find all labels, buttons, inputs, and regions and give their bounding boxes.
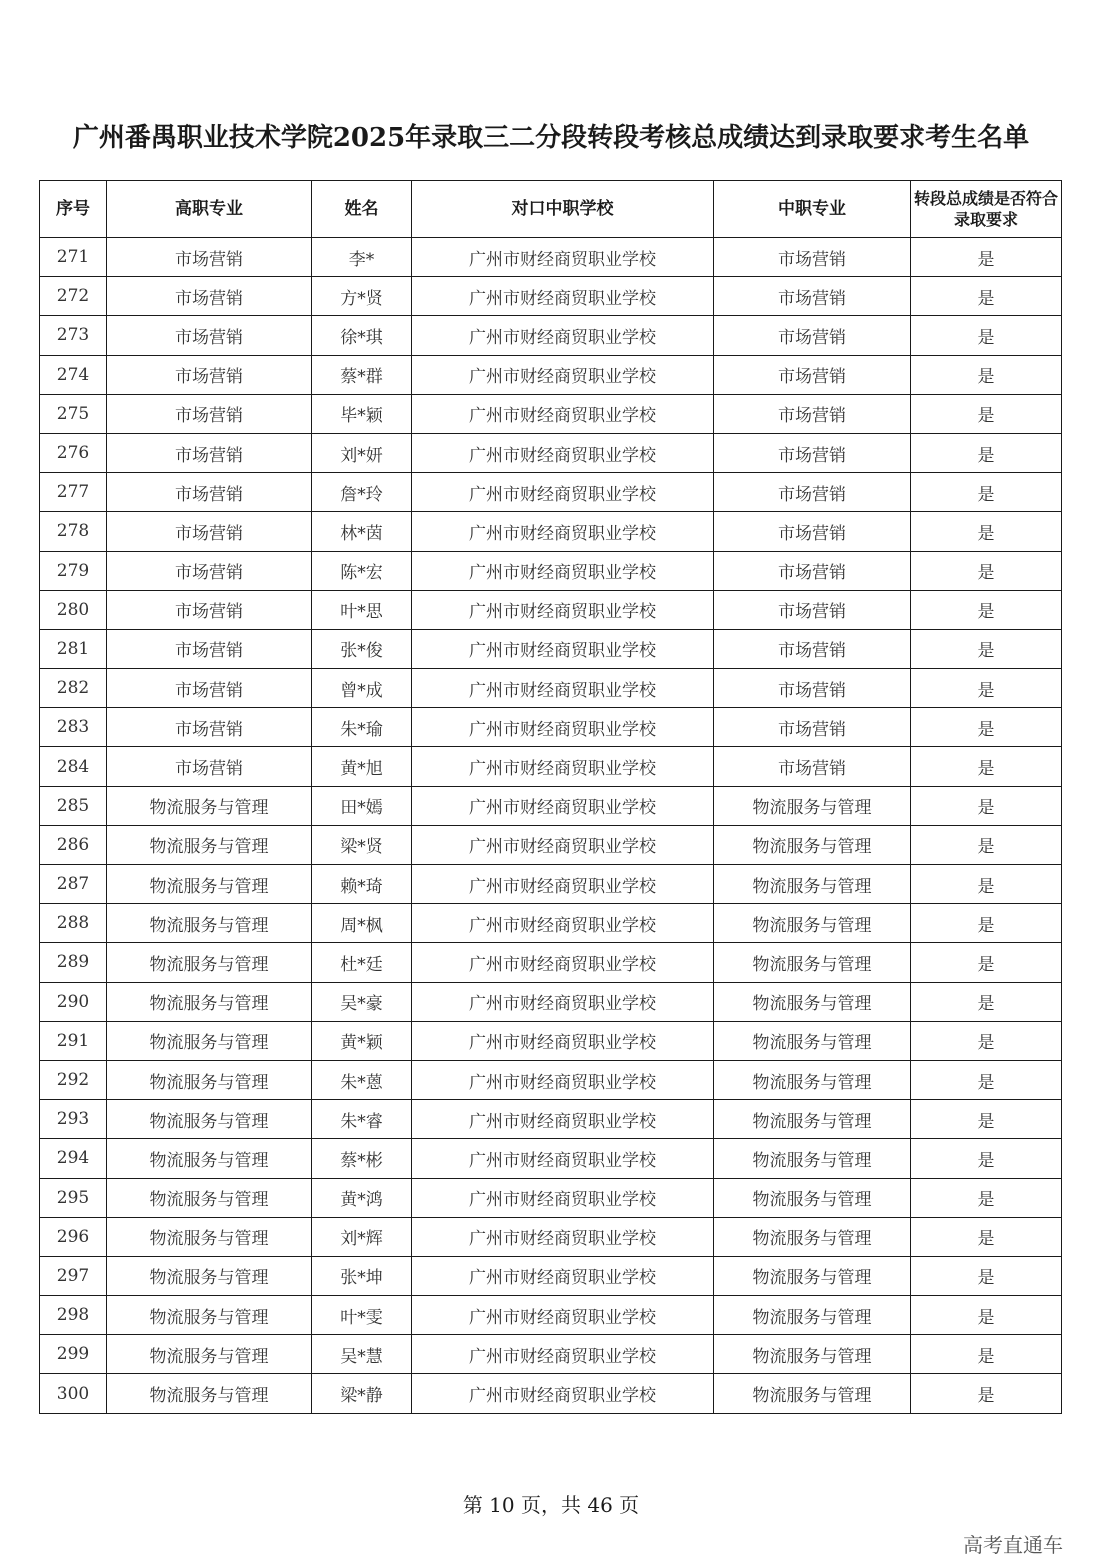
cell-serial-number: 272 [40,277,107,316]
table-row [40,277,1062,316]
cell-college-major: 市场营销 [107,433,312,472]
cell-meets-requirement: 是 [911,1100,1062,1139]
cell-college-major: 物流服务与管理 [107,1256,312,1295]
cell-secondary-major: 物流服务与管理 [714,865,911,904]
cell-secondary-school: 广州市财经商贸职业学校 [412,904,714,943]
cell-secondary-school: 广州市财经商贸职业学校 [412,1296,714,1335]
cell-secondary-major: 市场营销 [714,708,911,747]
cell-college-major: 物流服务与管理 [107,1296,312,1335]
cell-meets-requirement: 是 [911,433,1062,472]
cell-meets-requirement: 是 [911,316,1062,355]
cell-meets-requirement: 是 [911,394,1062,433]
cell-secondary-school: 广州市财经商贸职业学校 [412,316,714,355]
cell-secondary-major: 市场营销 [714,747,911,786]
cell-student-name: 黄*颖 [312,1021,412,1060]
cell-meets-requirement: 是 [911,473,1062,512]
cell-serial-number: 292 [40,1060,107,1099]
cell-secondary-school: 广州市财经商贸职业学校 [412,1217,714,1256]
cell-college-major: 市场营销 [107,277,312,316]
cell-secondary-school: 广州市财经商贸职业学校 [412,629,714,668]
cell-meets-requirement: 是 [911,904,1062,943]
table-row [40,1139,1062,1178]
document-title: 广州番禺职业技术学院2025年录取三二分段转段考核总成绩达到录取要求考生名单 [72,123,1030,153]
cell-secondary-major: 市场营销 [714,629,911,668]
cell-student-name: 黄*鸿 [312,1178,412,1217]
cell-student-name: 梁*贤 [312,825,412,864]
cell-secondary-major: 市场营销 [714,473,911,512]
cell-serial-number: 296 [40,1217,107,1256]
cell-serial-number: 287 [40,865,107,904]
cell-student-name: 陈*宏 [312,551,412,590]
cell-serial-number: 294 [40,1139,107,1178]
cell-meets-requirement: 是 [911,1374,1062,1413]
cell-college-major: 市场营销 [107,708,312,747]
cell-secondary-school: 广州市财经商贸职业学校 [412,825,714,864]
table-row [40,943,1062,982]
cell-college-major: 物流服务与管理 [107,825,312,864]
cell-student-name: 毕*颖 [312,394,412,433]
table-row [40,982,1062,1021]
cell-secondary-school: 广州市财经商贸职业学校 [412,943,714,982]
cell-secondary-major: 物流服务与管理 [714,1374,911,1413]
cell-meets-requirement: 是 [911,708,1062,747]
cell-meets-requirement: 是 [911,512,1062,551]
cell-serial-number: 286 [40,825,107,864]
cell-college-major: 市场营销 [107,747,312,786]
table-row [40,551,1062,590]
table-row [40,1335,1062,1374]
cell-secondary-major: 物流服务与管理 [714,1335,911,1374]
cell-serial-number: 300 [40,1374,107,1413]
cell-serial-number: 289 [40,943,107,982]
cell-secondary-school: 广州市财经商贸职业学校 [412,590,714,629]
cell-student-name: 李* [312,238,412,277]
cell-secondary-major: 物流服务与管理 [714,943,911,982]
header-student-name: 姓名 [312,181,412,238]
cell-student-name: 叶*思 [312,590,412,629]
cell-college-major: 物流服务与管理 [107,1060,312,1099]
cell-secondary-school: 广州市财经商贸职业学校 [412,982,714,1021]
table-row [40,865,1062,904]
cell-college-major: 市场营销 [107,238,312,277]
cell-secondary-major: 物流服务与管理 [714,1139,911,1178]
cell-secondary-school: 广州市财经商贸职业学校 [412,708,714,747]
cell-secondary-major: 市场营销 [714,355,911,394]
cell-serial-number: 299 [40,1335,107,1374]
cell-meets-requirement: 是 [911,865,1062,904]
cell-secondary-major: 物流服务与管理 [714,1256,911,1295]
cell-secondary-school: 广州市财经商贸职业学校 [412,394,714,433]
table-row [40,629,1062,668]
cell-serial-number: 288 [40,904,107,943]
table-row [40,1100,1062,1139]
cell-meets-requirement: 是 [911,1178,1062,1217]
cell-secondary-major: 物流服务与管理 [714,1021,911,1060]
cell-secondary-major: 物流服务与管理 [714,1178,911,1217]
cell-serial-number: 298 [40,1296,107,1335]
cell-meets-requirement: 是 [911,355,1062,394]
table-row [40,669,1062,708]
cell-serial-number: 290 [40,982,107,1021]
table-row [40,433,1062,472]
cell-secondary-major: 市场营销 [714,238,911,277]
table-row [40,355,1062,394]
table-row [40,1178,1062,1217]
cell-secondary-school: 广州市财经商贸职业学校 [412,1139,714,1178]
header-secondary-major: 中职专业 [714,181,911,238]
cell-student-name: 张*坤 [312,1256,412,1295]
cell-serial-number: 293 [40,1100,107,1139]
table-row [40,238,1062,277]
cell-meets-requirement: 是 [911,669,1062,708]
cell-meets-requirement: 是 [911,1296,1062,1335]
cell-secondary-school: 广州市财经商贸职业学校 [412,1060,714,1099]
cell-serial-number: 274 [40,355,107,394]
cell-student-name: 朱*瑜 [312,708,412,747]
cell-student-name: 吴*慧 [312,1335,412,1374]
cell-college-major: 物流服务与管理 [107,1335,312,1374]
cell-serial-number: 285 [40,786,107,825]
cell-secondary-school: 广州市财经商贸职业学校 [412,1178,714,1217]
cell-meets-requirement: 是 [911,982,1062,1021]
cell-meets-requirement: 是 [911,551,1062,590]
cell-student-name: 方*贤 [312,277,412,316]
table-row [40,590,1062,629]
table-row [40,1296,1062,1335]
cell-serial-number: 271 [40,238,107,277]
cell-serial-number: 295 [40,1178,107,1217]
cell-student-name: 蔡*群 [312,355,412,394]
table-row [40,473,1062,512]
cell-secondary-school: 广州市财经商贸职业学校 [412,747,714,786]
header-secondary-school: 对口中职学校 [412,181,714,238]
cell-secondary-school: 广州市财经商贸职业学校 [412,433,714,472]
table-row [40,708,1062,747]
cell-secondary-school: 广州市财经商贸职业学校 [412,1335,714,1374]
cell-student-name: 张*俊 [312,629,412,668]
cell-college-major: 市场营销 [107,669,312,708]
cell-college-major: 物流服务与管理 [107,1100,312,1139]
cell-meets-requirement: 是 [911,943,1062,982]
cell-secondary-major: 物流服务与管理 [714,1060,911,1099]
page-number: 第 10 页，共 46 页 [462,1493,640,1517]
cell-secondary-school: 广州市财经商贸职业学校 [412,277,714,316]
cell-meets-requirement: 是 [911,238,1062,277]
cell-secondary-school: 广州市财经商贸职业学校 [412,1256,714,1295]
cell-meets-requirement: 是 [911,1021,1062,1060]
cell-serial-number: 283 [40,708,107,747]
cell-secondary-major: 物流服务与管理 [714,1100,911,1139]
cell-serial-number: 280 [40,590,107,629]
table-row [40,825,1062,864]
admission-roster-table [39,180,1062,1414]
cell-college-major: 物流服务与管理 [107,1374,312,1413]
cell-student-name: 杜*廷 [312,943,412,982]
table-header-row [40,181,1062,238]
table-row [40,1217,1062,1256]
cell-secondary-major: 物流服务与管理 [714,904,911,943]
cell-meets-requirement: 是 [911,747,1062,786]
cell-college-major: 市场营销 [107,316,312,355]
cell-serial-number: 282 [40,669,107,708]
cell-college-major: 市场营销 [107,551,312,590]
cell-secondary-school: 广州市财经商贸职业学校 [412,865,714,904]
table-row [40,394,1062,433]
cell-secondary-major: 市场营销 [714,316,911,355]
cell-college-major: 物流服务与管理 [107,1217,312,1256]
cell-college-major: 物流服务与管理 [107,1178,312,1217]
cell-student-name: 曾*成 [312,669,412,708]
header-meets-requirement: 转段总成绩是否符合录取要求 [911,181,1062,238]
cell-serial-number: 284 [40,747,107,786]
cell-secondary-school: 广州市财经商贸职业学校 [412,669,714,708]
cell-serial-number: 279 [40,551,107,590]
cell-secondary-major: 物流服务与管理 [714,1296,911,1335]
cell-secondary-school: 广州市财经商贸职业学校 [412,1021,714,1060]
cell-college-major: 物流服务与管理 [107,943,312,982]
cell-college-major: 市场营销 [107,355,312,394]
table-row [40,1021,1062,1060]
table-row [40,512,1062,551]
cell-secondary-school: 广州市财经商贸职业学校 [412,551,714,590]
cell-secondary-major: 物流服务与管理 [714,786,911,825]
cell-student-name: 詹*玲 [312,473,412,512]
cell-meets-requirement: 是 [911,1139,1062,1178]
cell-college-major: 市场营销 [107,394,312,433]
cell-student-name: 周*枫 [312,904,412,943]
cell-college-major: 市场营销 [107,629,312,668]
table-row [40,316,1062,355]
cell-secondary-school: 广州市财经商贸职业学校 [412,512,714,551]
cell-college-major: 物流服务与管理 [107,786,312,825]
table-row [40,1256,1062,1295]
cell-secondary-major: 物流服务与管理 [714,982,911,1021]
cell-secondary-major: 市场营销 [714,551,911,590]
cell-secondary-major: 市场营销 [714,277,911,316]
cell-secondary-major: 市场营销 [714,590,911,629]
cell-serial-number: 276 [40,433,107,472]
cell-student-name: 吴*豪 [312,982,412,1021]
cell-secondary-school: 广州市财经商贸职业学校 [412,473,714,512]
cell-secondary-major: 市场营销 [714,512,911,551]
cell-student-name: 赖*琦 [312,865,412,904]
cell-meets-requirement: 是 [911,786,1062,825]
watermark-text: 高考直通车 [963,1533,1063,1557]
cell-meets-requirement: 是 [911,277,1062,316]
cell-secondary-school: 广州市财经商贸职业学校 [412,786,714,825]
table-body [40,238,1062,1414]
cell-secondary-school: 广州市财经商贸职业学校 [412,355,714,394]
cell-student-name: 林*茵 [312,512,412,551]
cell-meets-requirement: 是 [911,1217,1062,1256]
cell-meets-requirement: 是 [911,629,1062,668]
cell-meets-requirement: 是 [911,1256,1062,1295]
cell-student-name: 梁*静 [312,1374,412,1413]
cell-college-major: 市场营销 [107,512,312,551]
cell-secondary-school: 广州市财经商贸职业学校 [412,1374,714,1413]
cell-college-major: 物流服务与管理 [107,982,312,1021]
cell-meets-requirement: 是 [911,1335,1062,1374]
header-serial-number: 序号 [40,181,107,238]
table-row [40,1060,1062,1099]
cell-serial-number: 275 [40,394,107,433]
cell-college-major: 物流服务与管理 [107,904,312,943]
cell-serial-number: 291 [40,1021,107,1060]
cell-secondary-major: 市场营销 [714,669,911,708]
cell-college-major: 物流服务与管理 [107,865,312,904]
cell-serial-number: 278 [40,512,107,551]
cell-serial-number: 281 [40,629,107,668]
cell-secondary-major: 市场营销 [714,394,911,433]
table-row [40,1374,1062,1413]
cell-meets-requirement: 是 [911,825,1062,864]
cell-secondary-school: 广州市财经商贸职业学校 [412,1100,714,1139]
cell-college-major: 市场营销 [107,473,312,512]
cell-meets-requirement: 是 [911,590,1062,629]
cell-serial-number: 297 [40,1256,107,1295]
cell-student-name: 黄*旭 [312,747,412,786]
cell-college-major: 市场营销 [107,590,312,629]
cell-student-name: 田*嫣 [312,786,412,825]
cell-secondary-major: 物流服务与管理 [714,1217,911,1256]
cell-serial-number: 277 [40,473,107,512]
cell-college-major: 物流服务与管理 [107,1021,312,1060]
cell-secondary-major: 市场营销 [714,433,911,472]
cell-student-name: 朱*睿 [312,1100,412,1139]
cell-student-name: 徐*琪 [312,316,412,355]
cell-student-name: 朱*蒽 [312,1060,412,1099]
header-college-major: 高职专业 [107,181,312,238]
cell-meets-requirement: 是 [911,1060,1062,1099]
table-row [40,786,1062,825]
table-row [40,747,1062,786]
table-row [40,904,1062,943]
cell-serial-number: 273 [40,316,107,355]
cell-student-name: 叶*雯 [312,1296,412,1335]
cell-college-major: 物流服务与管理 [107,1139,312,1178]
cell-student-name: 刘*辉 [312,1217,412,1256]
cell-student-name: 刘*妍 [312,433,412,472]
cell-student-name: 蔡*彬 [312,1139,412,1178]
cell-secondary-school: 广州市财经商贸职业学校 [412,238,714,277]
cell-secondary-major: 物流服务与管理 [714,825,911,864]
